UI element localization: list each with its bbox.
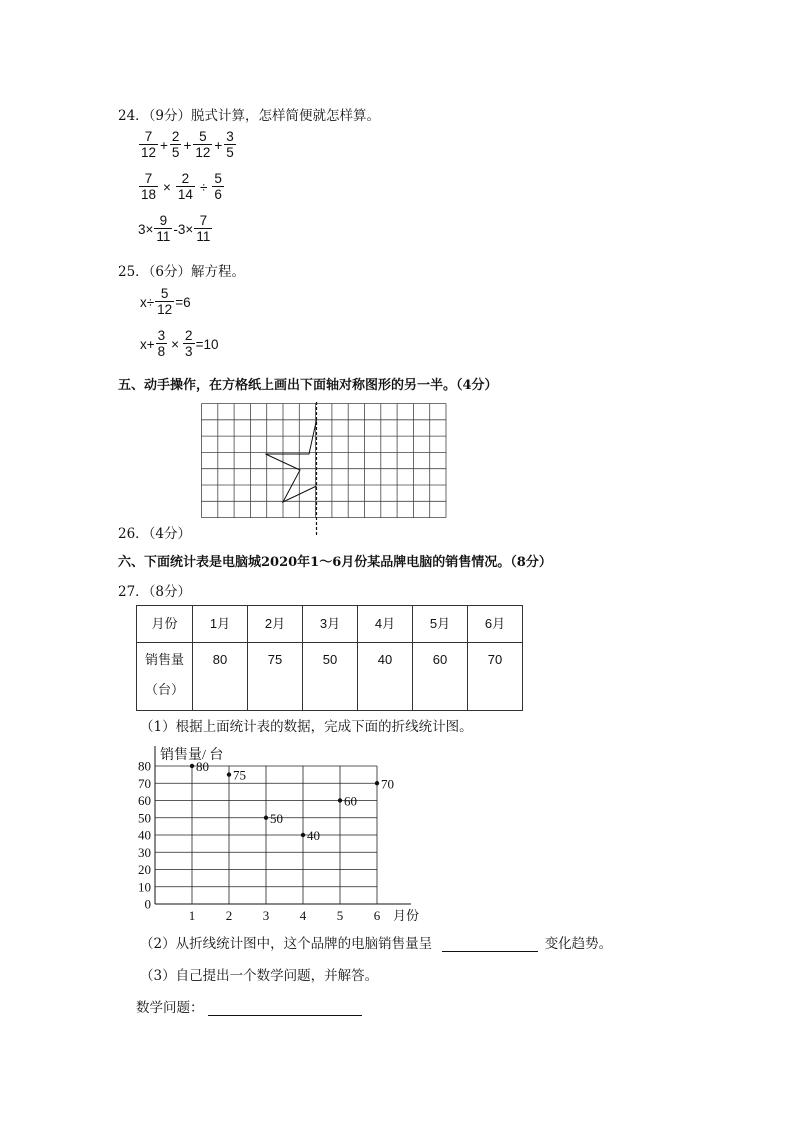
table-cell: 4月 (358, 606, 413, 643)
x-tick-label: 4 (299, 908, 307, 923)
y-tick-label: 20 (138, 862, 151, 877)
table-cell: 3月 (303, 606, 358, 643)
y-tick-label: 80 (138, 758, 151, 774)
section-5-title: 五、动手操作，在方格纸上画出下面轴对称图形的另一半。（4分） (118, 378, 498, 393)
data-label: 40 (307, 828, 320, 843)
sales-table (136, 605, 523, 711)
y-tick-label: 30 (138, 844, 151, 860)
fraction: $\frac{7}{12}$ (141, 129, 157, 161)
fraction: $\frac{5}{12}$ (195, 129, 211, 161)
q27-sub1: （1）根据上面统计表的数据，完成下面的折线统计图。 (140, 719, 473, 735)
q25-label: 25．（6分）解方程。 (118, 264, 246, 280)
data-point (338, 798, 342, 802)
y-tick-label: 0 (144, 896, 151, 912)
y-tick-label: 40 (138, 827, 151, 843)
table-cell: 50 (303, 643, 358, 711)
data-point (227, 772, 231, 776)
data-label: 50 (270, 810, 283, 826)
q27-label: 27．（8分） (118, 584, 192, 600)
q24-label: 24．（9分）脱式计算，怎样简便就怎样算。 (118, 108, 381, 124)
table-cell: 70 (468, 643, 523, 711)
math-question-line: 数学问题： (136, 996, 362, 1016)
q26-label: 26．（4分） (118, 526, 192, 542)
x-tick-label: 5 (336, 908, 344, 923)
y-tick-label: 50 (138, 810, 151, 826)
table-cell: 40 (358, 643, 413, 711)
fraction: $\frac{9}{11}$ (156, 213, 171, 245)
fraction: $\frac{2}{5}$ (171, 129, 180, 161)
fraction: $\frac{2}{3}$ (185, 328, 193, 360)
data-label: 60 (344, 793, 357, 809)
table-cell: 销售量 （台） (137, 643, 193, 711)
table-cell: 5月 (413, 606, 468, 643)
table-header-row (137, 606, 523, 643)
table-cell: 月份 (137, 606, 193, 643)
q27-sub3: （3）自己提出一个数学问题，并解答。 (140, 968, 379, 984)
data-label: 75 (233, 767, 246, 783)
data-label: 70 (381, 776, 394, 792)
data-point (264, 816, 268, 820)
y-tick-label: 10 (138, 879, 151, 895)
table-cell: 60 (413, 643, 468, 711)
table-cell: 6月 (468, 606, 523, 643)
x-tick-label: 3 (262, 908, 270, 923)
x-axis-title: 月份 (393, 908, 420, 923)
answer-blank[interactable] (442, 937, 538, 952)
x-tick-label: 1 (188, 908, 196, 923)
fraction: $\frac{3}{8}$ (157, 328, 166, 360)
table-cell: 80 (193, 643, 248, 711)
table-cell: 75 (248, 643, 303, 711)
y-tick-label: 70 (138, 775, 151, 791)
data-point (375, 781, 379, 785)
fraction: $\frac{2}{14}$ (177, 171, 193, 203)
symmetry-grid (200, 402, 450, 540)
q25-equation-2: x+ $\frac{3}{8}$ × $\frac{2}{3}$ =10 (140, 328, 219, 360)
q27-sub2: （2）从折线统计图中，这个品牌的电脑销售量呈 变化趋势。 (140, 936, 613, 952)
math-question-blank[interactable] (208, 1001, 362, 1016)
table-cell: 1月 (193, 606, 248, 643)
table-cell: 2月 (248, 606, 303, 643)
data-point (301, 833, 305, 837)
y-axis-title: 销售量/ 台 (160, 748, 224, 763)
half-star-shape (266, 420, 317, 502)
table-row (137, 643, 523, 711)
fraction: $\frac{7}{18}$ (141, 171, 157, 203)
x-tick-label: 2 (225, 908, 233, 923)
y-tick-label: 60 (138, 793, 151, 808)
sales-line-chart (120, 740, 450, 925)
data-point (190, 764, 194, 768)
x-tick-label: 6 (373, 908, 381, 923)
section-6-title: 六、下面统计表是电脑城2020年1～6月份某品牌电脑的销售情况。（8分） (118, 555, 552, 570)
fraction: $\frac{3}{5}$ (226, 129, 234, 161)
q24-expression-2: $\frac{7}{18}$ × $\frac{2}{14}$ ÷ $\frac{5}{6}$ (141, 171, 222, 203)
data-label: 80 (196, 759, 209, 774)
fraction: $\frac{5}{12}$ (157, 286, 173, 318)
q25-equation-1: x÷ $\frac{5}{12}$ =6 (140, 286, 191, 318)
q24-expression-3: 3× $\frac{9}{11}$ -3× $\frac{7}{11}$ (138, 213, 211, 245)
q24-expression-1: $\frac{7}{12}$ + $\frac{2}{5}$ + $\frac{5}{12}$ + $\frac{3}{5}$ (141, 129, 234, 161)
fraction: $\frac{5}{6}$ (214, 171, 222, 203)
fraction: $\frac{7}{11}$ (196, 213, 211, 245)
